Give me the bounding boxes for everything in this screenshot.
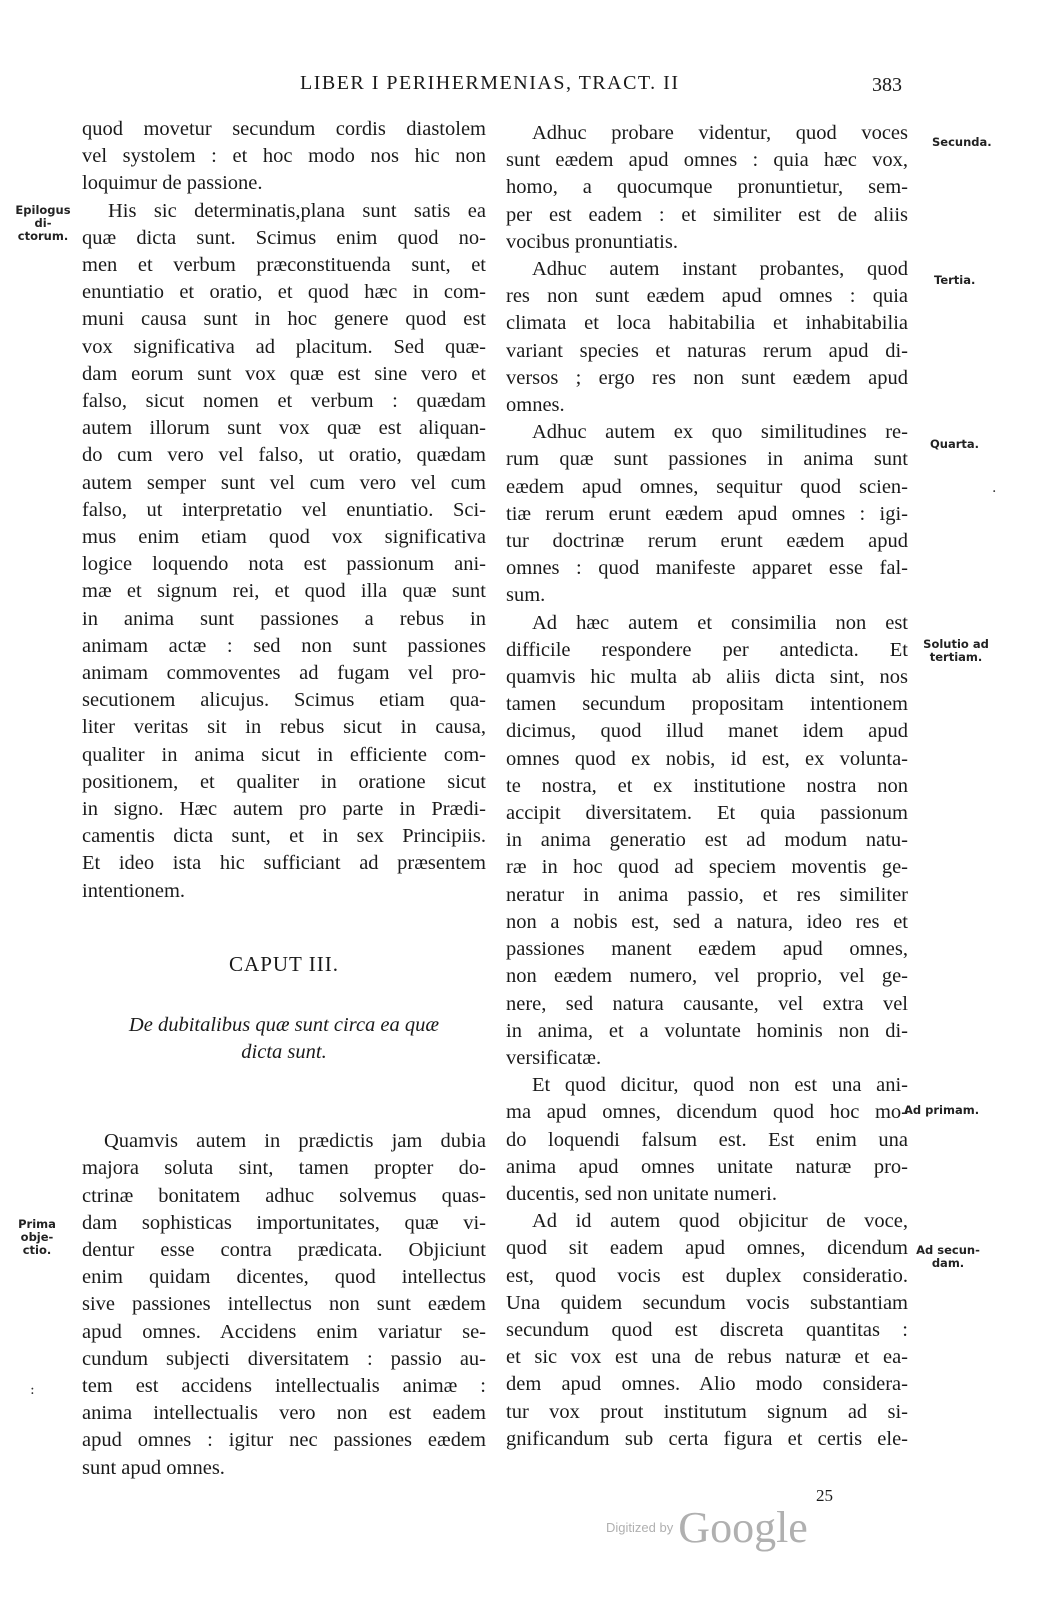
text-line: difficile respondere per antedicta. Et bbox=[506, 638, 908, 661]
text-line: liter veritas sit in rebus sicut in causa, bbox=[82, 716, 486, 739]
text-line: anima apud omnes unitate naturæ pro- bbox=[506, 1155, 908, 1178]
paragraph bbox=[506, 419, 908, 609]
text-line: dam sophisticas importunitates, quæ vi- bbox=[82, 1211, 486, 1234]
text-line: Adhuc probare videntur, quod voces bbox=[532, 122, 908, 144]
text-line: anima intellectualis vero non est eadem bbox=[82, 1402, 486, 1425]
text-line: variant species et naturas rerum apud di- bbox=[506, 339, 908, 362]
margin-note-line: Ad secun- bbox=[916, 1243, 980, 1257]
text-line: tur vox prout institutum signum ad si- bbox=[506, 1400, 908, 1423]
text-line: quod sit eadem apud omnes, dicendum bbox=[506, 1237, 908, 1260]
text-line: ctrinæ bonitatem adhuc solvemus quas- bbox=[82, 1184, 486, 1207]
text-line: sum. bbox=[506, 584, 546, 607]
text-line: accipit diversitatem. Et quia passionum bbox=[506, 802, 908, 825]
text-line: res non sunt eædem apud omnes : quia bbox=[506, 285, 908, 308]
text-line: Una quidem secundum vocis substantiam bbox=[506, 1291, 908, 1314]
paragraph bbox=[506, 610, 908, 1072]
text-line: apud omnes. Accidens enim variatur se- bbox=[82, 1320, 486, 1343]
text-line: quæ dicta sunt. Scimus enim quod no- bbox=[82, 226, 486, 249]
text-line: nere, sed natura causante, vel extra vel bbox=[506, 992, 908, 1015]
text-line: mus enim etiam quod vox significativa bbox=[82, 526, 486, 549]
ink-speck: · bbox=[992, 484, 997, 500]
text-line: versificatæ. bbox=[506, 1046, 602, 1069]
text-line: sunt apud omnes. bbox=[82, 1456, 225, 1479]
margin-note-line: Prima obje- bbox=[18, 1217, 56, 1244]
left-column bbox=[82, 116, 486, 1482]
text-line: et sic vox est una de rebus naturæ et ea- bbox=[506, 1346, 908, 1369]
text-line: quod movetur secundum cordis diastolem bbox=[82, 118, 486, 140]
text-line: logice loquendo nota est passionum ani- bbox=[82, 553, 486, 576]
text-line: in anima, et a voluntate hominis non di- bbox=[506, 1019, 908, 1042]
text-line: sive passiones intellectus non sunt eædem bbox=[82, 1293, 486, 1316]
text-line: gnificandum sub certa figura et certis ele- bbox=[506, 1427, 908, 1450]
text-line: in anima sunt passiones a rebus in bbox=[82, 607, 486, 630]
text-line: sunt eædem apud omnes : quia hæc vox, bbox=[506, 149, 908, 172]
signature-mark: 25 bbox=[816, 1486, 833, 1505]
text-line: qualiter in anima sicut in efficiente com- bbox=[82, 743, 486, 766]
paragraph bbox=[82, 116, 486, 198]
margin-note-tertia: Tertia. bbox=[934, 273, 976, 287]
text-line: Ad id autem quod objicitur de voce, bbox=[532, 1210, 908, 1233]
margin-note-line: ctorum. bbox=[17, 229, 69, 243]
text-line: cundum subjecti diversitatem : passio au- bbox=[82, 1347, 486, 1370]
text-line: versos ; ergo res non sunt eædem apud bbox=[506, 366, 908, 389]
text-line: apud omnes : igitur nec passiones eædem bbox=[82, 1429, 486, 1452]
text-line: animam commoventes ad fugam vel pro- bbox=[82, 662, 486, 685]
chapter-subtitle-line: De dubitalibus quæ sunt circa ea quæ bbox=[128, 1014, 440, 1037]
text-line: animam actæ : sed non sunt passiones bbox=[82, 634, 486, 657]
text-line: dem apud omnes. Alio modo considera- bbox=[506, 1373, 908, 1396]
text-line: ma apud omnes, dicendum quod hoc mo- bbox=[506, 1101, 908, 1124]
text-line: muni causa sunt in hoc genere quod est bbox=[82, 308, 486, 331]
margin-note-solutio-tertiam bbox=[918, 638, 994, 664]
text-line: ræ in hoc quod ad speciem moventis ge- bbox=[506, 856, 908, 879]
text-line: tiæ rerum erunt eædem apud omnes : igi- bbox=[506, 502, 908, 525]
text-line: passiones manent eædem apud omnes, bbox=[506, 938, 908, 961]
running-title: LIBER I PERIHERMENIAS, TRACT. II bbox=[300, 72, 680, 94]
text-line: majora soluta sint, tamen propter do- bbox=[82, 1157, 486, 1180]
text-line: vox significativa ad placitum. Sed quæ- bbox=[82, 335, 486, 358]
text-line: Et quod dicitur, quod non est una ani- bbox=[532, 1074, 908, 1097]
text-line: climata et loca habitabilia et inhabitabilia bbox=[506, 312, 908, 335]
text-line: dam eorum sunt vox quæ est sine vero et bbox=[82, 362, 486, 385]
text-line: intentionem. bbox=[82, 879, 186, 902]
chapter-subtitle-line: dicta sunt. bbox=[241, 1041, 327, 1064]
text-line: do cum vero vel falso, ut oratio, quædam bbox=[82, 444, 486, 467]
ink-speck: : bbox=[30, 1382, 35, 1398]
paragraph bbox=[506, 120, 908, 256]
margin-note-ad-primam: Ad primam. bbox=[904, 1103, 980, 1117]
text-line: omnes : quod manifeste apparet esse fal- bbox=[506, 557, 908, 580]
text-line: est, quod vocis est duplex consideratio. bbox=[506, 1264, 908, 1287]
right-column bbox=[506, 120, 908, 1453]
text-line: in signo. Hæc autem pro parte in Prædi- bbox=[82, 798, 486, 821]
text-line: eædem apud omnes, sequitur quod scien- bbox=[506, 475, 908, 498]
text-line: Et ideo ista hic sufficiant ad præsentem bbox=[82, 852, 486, 875]
text-line: secundum quod est discreta quantitas : bbox=[506, 1318, 908, 1341]
text-line: mæ et signum rei, et quod illa quæ sunt bbox=[82, 580, 486, 603]
text-line: non eædem numero, vel proprio, vel ge- bbox=[506, 965, 908, 988]
text-line: enuntiatio et oratio, et quod hæc in com- bbox=[82, 281, 486, 304]
text-line: dentur esse contra prædicata. Objiciunt bbox=[82, 1238, 486, 1261]
google-logo: Google bbox=[678, 1503, 808, 1552]
text-line: do loquendi falsum est. Est enim una bbox=[506, 1128, 908, 1151]
chapter-subtitle bbox=[82, 1012, 486, 1066]
text-line: omnes quod ex nobis, id est, ex volunta- bbox=[506, 747, 908, 770]
margin-note-line: Solutio ad bbox=[923, 637, 989, 651]
margin-note-line: dam. bbox=[931, 1256, 965, 1270]
text-line: falso, sicut nomen et verbum : quædam bbox=[82, 390, 486, 413]
text-line: dicimus, quod illud manet idem apud bbox=[506, 720, 908, 743]
margin-note-prima-objectio bbox=[0, 1218, 74, 1257]
text-line: te nostra, et ex institutione nostra non bbox=[506, 774, 908, 797]
text-line: enim quidam dicentes, quod intellectus bbox=[82, 1266, 486, 1289]
text-line: camentis dicta sunt, et in sex Principiis. bbox=[82, 825, 486, 848]
text-line: non a nobis est, sed a natura, ideo res et bbox=[506, 910, 908, 933]
page-number: 383 bbox=[872, 74, 902, 96]
paragraph bbox=[506, 256, 908, 419]
text-line: omnes. bbox=[506, 394, 565, 417]
margin-note-epilogus bbox=[6, 204, 80, 243]
margin-note-secunda: Secunda. bbox=[932, 135, 992, 149]
text-line: vel systolem : et hoc modo nos hic non bbox=[82, 145, 486, 168]
text-line: Ad hæc autem et consimilia non est bbox=[532, 611, 908, 634]
margin-note-quarta: Quarta. bbox=[930, 437, 980, 451]
paragraph bbox=[506, 1072, 908, 1208]
text-line: ducentis, sed non unitate numeri. bbox=[506, 1182, 777, 1205]
paragraph-objectio bbox=[82, 1128, 486, 1482]
text-line: in anima generatio est ad modum natu- bbox=[506, 829, 908, 852]
paragraph bbox=[506, 1208, 908, 1453]
digitization-watermark bbox=[606, 1502, 808, 1553]
text-line: falso, ut interpretatio vel enuntiatio. Sci- bbox=[82, 498, 486, 521]
text-line: quamvis hic multa ab aliis dicta sint, nos bbox=[506, 666, 908, 689]
watermark-digitized-by: Digitized by bbox=[606, 1520, 674, 1535]
text-line: loquimur de passione. bbox=[82, 172, 263, 195]
margin-note-ad-secundam bbox=[910, 1244, 986, 1270]
text-line: Quamvis autem in prædictis jam dubia bbox=[104, 1130, 486, 1153]
chapter-title: CAPUT III. bbox=[229, 951, 339, 976]
text-line: Adhuc autem ex quo similitudines re- bbox=[532, 421, 908, 444]
text-line: positionem, et qualiter in oratione sicut bbox=[82, 770, 486, 793]
margin-note-line: tertiam. bbox=[929, 650, 983, 664]
text-line: rum quæ sunt passiones in anima sunt bbox=[506, 448, 908, 471]
text-line: neratur in anima passio, et res similiter bbox=[506, 883, 908, 906]
margin-note-line: Epilogus di- bbox=[15, 203, 71, 230]
text-line: tur doctrinæ rerum erunt eædem apud bbox=[506, 530, 908, 553]
margin-note-line: ctio. bbox=[22, 1243, 52, 1257]
text-line: per est eadem : et similiter est de aliis bbox=[506, 203, 908, 226]
paragraph-epilogus bbox=[82, 198, 486, 905]
text-line: vocibus pronuntiatis. bbox=[506, 230, 678, 253]
text-line: secutionem alicujus. Scimus etiam qua- bbox=[82, 689, 486, 712]
text-line: homo, a quocumque pronuntietur, sem- bbox=[506, 176, 908, 199]
text-line: tamen secundum propositam intentionem bbox=[506, 693, 908, 716]
text-line: autem semper sunt vel cum vero vel cum bbox=[82, 471, 486, 494]
text-line: men et verbum præconstituenda sunt, et bbox=[82, 254, 486, 277]
text-line: Adhuc autem instant probantes, quod bbox=[532, 258, 908, 281]
text-line: His sic determinatis,plana sunt satis ea bbox=[108, 199, 486, 222]
text-line: autem illorum sunt vox quæ est aliquan- bbox=[82, 417, 486, 440]
text-line: tem est accidens intellectualis animæ : bbox=[82, 1374, 486, 1397]
